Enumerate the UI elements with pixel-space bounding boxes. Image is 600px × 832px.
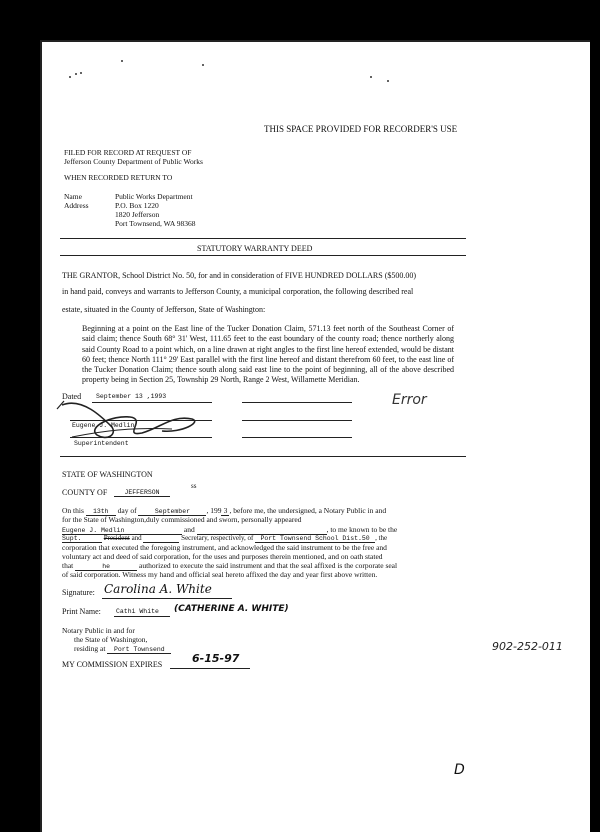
address-line: P.O. Box 1220: [115, 201, 159, 210]
deed-page: [40, 40, 590, 832]
that-text: that: [62, 561, 74, 570]
day-value: 13th: [86, 508, 116, 516]
scan-speck: [202, 64, 204, 66]
commission-value: 6-15-97: [192, 652, 240, 665]
signer-title-line: [70, 437, 212, 438]
scan-speck: [387, 80, 389, 82]
grantor-line: in hand paid, conveys and warrants to Jefferson County, a municipal corporation, the following described real: [62, 287, 414, 296]
print-name-label: Print Name:: [62, 607, 101, 616]
signer-title: Superintendent: [74, 440, 129, 447]
signer-name: Eugene J. Medlin: [72, 422, 135, 429]
scan-speck: [80, 72, 82, 74]
signature-divider: [60, 456, 466, 457]
address-line: Port Townsend, WA 98368: [115, 219, 196, 228]
residing-label: residing at: [74, 644, 106, 653]
address-line: Public Works Department: [115, 192, 193, 201]
on-this-text: On this: [62, 506, 84, 515]
notary-signature: Carolina A. White: [104, 582, 212, 596]
and2-text: and: [131, 534, 142, 542]
county-label: COUNTY OF: [62, 488, 108, 497]
signer-line: [70, 420, 212, 421]
print-name-line: [114, 616, 170, 617]
year-digit: 3: [221, 506, 229, 516]
notary-body-line: corporation that executed the foregoing instrument, and acknowledged the said instrument to be the free and: [62, 543, 387, 552]
ss-mark: ss: [191, 482, 197, 490]
header-divider: [60, 238, 466, 239]
deed-title: STATUTORY WARRANTY DEED: [197, 244, 313, 253]
district-value: Port Townsend School Dist.50: [255, 535, 375, 543]
the-text: , the: [375, 534, 388, 542]
name-label: Name: [64, 192, 82, 201]
filed-for-record: FILED FOR RECORD AT REQUEST OF: [64, 148, 192, 157]
commission-line: [170, 668, 250, 669]
notary-last-line: of said corporation. Witness my hand and official seal hereto affixed the day and year first above written.: [62, 570, 378, 579]
notary-public-line: Notary Public in and for: [62, 626, 135, 635]
title-divider: [60, 255, 466, 256]
president-struck: President: [103, 534, 130, 542]
signature-label: Signature:: [62, 588, 95, 597]
before-me-text: , before me, the undersigned, a Notary Public in and: [229, 506, 387, 515]
signature-line: [102, 598, 232, 599]
address-label: Address: [64, 201, 89, 210]
grantor-line: estate, situated in the County of Jefferson, State of Washington:: [62, 305, 266, 314]
and-text: and: [183, 525, 195, 534]
dated-label: Dated: [62, 392, 82, 401]
known-to-be-text: , to me known to be the: [326, 525, 398, 534]
notary-line-2: for the State of Washington,duly commissioned and sworn, personally appeared: [62, 515, 302, 524]
county-field: [114, 489, 174, 497]
he-value: he: [75, 563, 137, 571]
scan-speck: [75, 73, 77, 75]
grantor-line: THE GRANTOR, School District No. 50, for and in consideration of FIVE HUNDRED DOLLARS ($500.00): [62, 271, 417, 280]
appeared-name: Eugene J. Medlin: [62, 527, 182, 535]
blank-line: [242, 420, 352, 421]
notary-public-line: the State of Washington,: [74, 635, 148, 644]
month-value: September: [138, 508, 206, 516]
blank-line: [242, 437, 352, 438]
commission-label: MY COMMISSION EXPIRES: [62, 660, 163, 669]
notary-state: STATE OF WASHINGTON: [62, 470, 153, 479]
title-value: Supt.: [62, 535, 102, 543]
scan-speck: [121, 60, 123, 62]
residing-line: [74, 644, 171, 654]
print-name-note: (CATHERINE A. WHITE): [174, 604, 289, 614]
margin-parcel-note: 902-252-011: [492, 640, 563, 653]
residing-value: Port Townsend: [107, 646, 171, 654]
blank-line: [242, 402, 352, 403]
notary-body-line: voluntary act and deed of said corporation, for the uses and purposes therein mentioned, and on oath stated: [62, 552, 383, 561]
year-prefix: , 199: [206, 506, 222, 515]
blank-line: [143, 534, 179, 543]
scan-speck: [69, 76, 71, 78]
recorder-space-label: THIS SPACE PROVIDED FOR RECORDER'S USE: [264, 124, 458, 134]
dated-value: September 13 ,1993: [96, 393, 167, 400]
secretary-text: Secretary, respectively, of: [181, 534, 254, 542]
address-line: 1820 Jefferson: [115, 210, 160, 219]
day-of-text: day of: [117, 506, 137, 515]
authorized-text: authorized to execute the said instrument and that the seal affixed is the corporate seal: [139, 561, 398, 570]
print-name-value: Cathi White: [116, 608, 159, 615]
error-note: Error: [392, 392, 427, 408]
filed-requester: Jefferson County Department of Public Works: [64, 157, 203, 166]
scan-speck: [370, 76, 372, 78]
notary-line-4: [62, 534, 387, 543]
return-to-label: WHEN RECORDED RETURN TO: [64, 173, 173, 182]
county-value: JEFFERSON: [114, 489, 170, 497]
legal-description: Beginning at a point on the East line of the Tucker Donation Claim, 571.13 feet north of the Southeast Corner of said claim; thence South 68° 31' West, 111.65 feet to the east boundary of the county road; thence northerly along said County Road to a point which, on a line drawn at right angles to the first line hereof extended, would be distant 60 feet; thence North 111° 29' East parallel with the first line hereof and distant therefrom 60 feet, to the east line of the Tucker Donation Claim; thence south along said east line to the point of beginning, all of the above described property being in Section 25, Township 29 North, Range 2 West, Willamette Meridian.: [82, 324, 454, 385]
corner-mark: D: [454, 762, 465, 778]
